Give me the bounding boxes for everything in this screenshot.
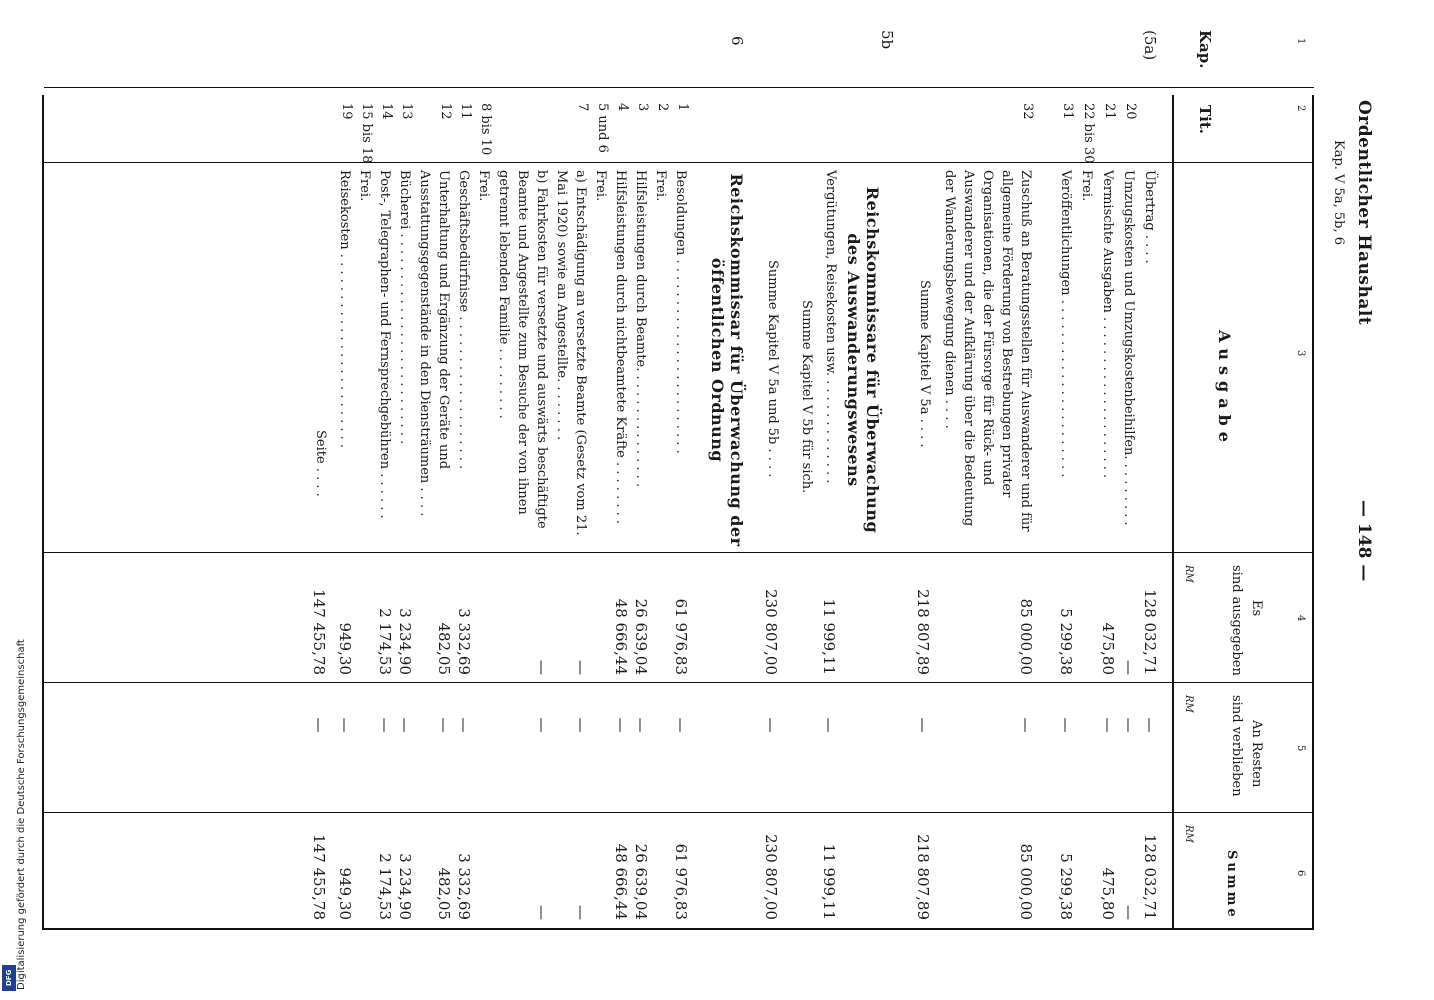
amount-remaining: — [1141, 717, 1159, 733]
header-col4-l1: Es [1249, 600, 1264, 617]
tit-number: 19 [339, 103, 354, 120]
table-right-rule [44, 928, 1314, 930]
item-text: Besoldungen . . . . . . . . . . . . . . . . . . . . . . . . [673, 170, 688, 454]
amount-spent: 48 666,44 [612, 598, 630, 675]
amount-total: — [572, 905, 590, 920]
tit-number: 13 [399, 103, 414, 120]
item-text: Unterhaltung und Ergänzung der Geräte und Ausstattungsgegenstände in den Diensträumen . . . . [417, 170, 451, 517]
item-text: Hilfsleistungen durch nichtbeamtete Kräfte . . . . . . . . [613, 170, 628, 524]
seite-text: Seite . . . . [313, 430, 328, 497]
tit-number: 32 [1020, 103, 1035, 120]
amount-total: 2 174,53 [376, 853, 394, 920]
header-kap: Kap. [1196, 30, 1214, 69]
tit-number: 4 [615, 103, 630, 112]
amount-spent: 218 807,89 [914, 589, 932, 675]
amount-remaining: — [1120, 717, 1138, 733]
amount-spent: 949,30 [336, 622, 354, 675]
amount-remaining: — [612, 717, 630, 733]
kap-label: (5a) [1141, 30, 1159, 61]
amount-remaining: — [310, 717, 328, 733]
tit-number: 7 [575, 103, 590, 112]
amount-total: 3 234,90 [396, 853, 414, 920]
tit-number: 31 [1060, 103, 1075, 120]
tit-number: 14 [379, 103, 394, 120]
tit-number: 3 [635, 103, 650, 112]
item-text: Bücherei . . . . . . . . . . . . . . . . . . . . . . . . . . [397, 170, 412, 445]
amount-remaining: — [632, 717, 650, 733]
amount-remaining: — [455, 717, 473, 733]
amount-remaining: — [435, 717, 453, 733]
amount-spent: — [1120, 660, 1138, 675]
amount-remaining: — [672, 717, 690, 733]
header-col5-l2: sind verblieben [1229, 695, 1244, 797]
tit-number: 15 bis 18 [359, 103, 374, 164]
amount-total: 11 999,11 [820, 843, 838, 920]
item-text: Übertrag . . . . [1142, 170, 1157, 264]
item-text: Frei. [476, 170, 491, 202]
amount-remaining: — [820, 717, 838, 733]
amount-remaining: — [376, 717, 394, 733]
amount-remaining: — [533, 717, 551, 733]
header-col5-l1: An Resten [1249, 720, 1264, 788]
item-text: Frei. [1079, 170, 1094, 202]
column-number: 3 [1295, 350, 1306, 357]
item-text: Frei. [653, 170, 668, 202]
item-text: Reisekosten . . . . . . . . . . . . . . . . . . . . . . . . [337, 170, 352, 449]
amount-spent: 230 807,00 [762, 589, 780, 675]
page-number: — 148 — [1354, 500, 1374, 582]
sum-5ab-text: Summe Kapitel V 5a und 5b . . . . [765, 260, 780, 478]
credit-strip [0, 0, 27, 1000]
header-bottom-rule [1172, 95, 1174, 930]
document-title: Ordentlicher Haushalt [1354, 100, 1374, 326]
unit-label: RM [1183, 565, 1194, 583]
amount-remaining: — [1099, 717, 1117, 733]
sum-5a-text: Summe Kapitel V 5a . . . . [917, 280, 932, 448]
item-text: b) Fahrkosten für versetzte und auswärts beschäftigte Beamte und Angestellte zum Besuche der von ihnen getrennt lebenden Familie . . . . . . . . . [496, 170, 549, 529]
table-bottom-rule [42, 95, 44, 930]
column-number: 1 [1295, 38, 1306, 45]
item-text: Veröffentlichungen . . . . . . . . . . . . . . . . . . . . . . [1058, 170, 1073, 478]
tit-number: 21 [1102, 103, 1117, 120]
unit-label: RM [1183, 825, 1194, 843]
amount-total: 26 639,04 [632, 843, 650, 920]
tit-number: 2 [655, 103, 670, 112]
amount-total: 147 455,78 [310, 834, 328, 920]
tit-number: 5 und 6 [595, 103, 610, 153]
amount-total: 85 000,00 [1017, 843, 1035, 920]
tit-number: 11 [458, 103, 473, 120]
column-number: 5 [1295, 745, 1306, 752]
column-number: 2 [1295, 105, 1306, 112]
header-tit: Tit. [1196, 105, 1214, 135]
item-text: Umzugskosten und Umzugskostenbeihilfen. . . . . . . . . [1121, 170, 1136, 526]
amount-total: 48 666,44 [612, 843, 630, 920]
amount-spent: 475,80 [1099, 622, 1117, 675]
amount-total: 949,30 [336, 867, 354, 920]
column-rule-c5 [44, 682, 1314, 683]
amount-total: — [1120, 905, 1138, 920]
section-5b-title: Reichskommissare für Überwachung des Auswanderungswesens [844, 186, 882, 534]
amount-total: 230 807,00 [762, 834, 780, 920]
amount-total: 61 976,83 [672, 843, 690, 920]
amount-remaining: — [914, 717, 932, 733]
header-col6: Summe [1224, 850, 1239, 920]
item-text: Zuschuß an Beratungsstellen für Auswanderer und für allgemeine Förderung von Bestrebungen privater Organisationen, die der Fürsorge für Rück- und Auswanderer und der Aufklärung über die Bedeutung der Wanderungsbewegung dienen . . . . [942, 170, 1033, 532]
credit-text: Digitalisierung gefördert durch die Deutsche Forschungsgemeinschaft [16, 639, 27, 990]
amount-remaining: — [336, 717, 354, 733]
column-rule-txt [44, 162, 1314, 163]
column-number: 6 [1295, 870, 1306, 877]
amount-total: 5 299,38 [1057, 853, 1075, 920]
amount-spent: 3 332,69 [455, 608, 473, 675]
header-ausgabe: Ausgabe [1215, 330, 1234, 448]
amount-total: 218 807,89 [914, 834, 932, 920]
amount-total: — [533, 905, 551, 920]
item-text: Post-, Telegraphen- und Fernsprechgebühren . . . . . . [377, 170, 392, 519]
amount-spent: 11 999,11 [820, 598, 838, 675]
column-rule-tit [44, 87, 1314, 88]
tit-number: 8 bis 10 [478, 103, 493, 156]
amount-spent: 26 639,04 [632, 598, 650, 675]
tit-number: 1 [675, 103, 690, 112]
item-text: Geschäftsbedürfnisse . . . . . . . . . . . . . . . . . . . [456, 170, 471, 470]
tit-number: 12 [438, 103, 453, 120]
kap-5b: 5b [878, 30, 896, 50]
header-col4-l2: sind ausgegeben [1229, 565, 1244, 676]
row-5b-text: Vergütungen, Reisekosten usw. . . . . . . . . . . . . . [823, 170, 838, 484]
tit-number: 20 [1123, 103, 1138, 120]
amount-spent: 61 976,83 [672, 598, 690, 675]
amount-spent: 2 174,53 [376, 608, 394, 675]
kap-6: 6 [728, 36, 746, 46]
dfg-logo: DFG [2, 965, 16, 991]
amount-total: 482,05 [435, 867, 453, 920]
amount-spent: — [572, 660, 590, 675]
amount-spent: 85 000,00 [1017, 598, 1035, 675]
unit-label: RM [1183, 695, 1194, 713]
amount-remaining: — [762, 717, 780, 733]
table-top-rule [1312, 95, 1314, 930]
amount-remaining: — [1057, 717, 1075, 733]
item-text: Frei. [357, 170, 372, 202]
amount-total: 475,80 [1099, 867, 1117, 920]
tit-number: 22 bis 30 [1081, 103, 1096, 164]
column-number: 4 [1295, 615, 1306, 622]
amount-remaining: — [1017, 717, 1035, 733]
column-rule-c4 [44, 552, 1314, 553]
amount-spent: 482,05 [435, 622, 453, 675]
amount-spent: 3 234,90 [396, 608, 414, 675]
amount-spent: 147 455,78 [310, 589, 328, 675]
amount-remaining: — [572, 717, 590, 733]
amount-spent: 5 299,38 [1057, 608, 1075, 675]
amount-spent: — [533, 660, 551, 675]
sum-5b-text: Summe Kapitel V 5b für sich. [799, 300, 814, 494]
section-6-title: Reichskommissar für Überwachung der öffentlichen Ordnung [708, 173, 746, 547]
amount-spent: 128 032,71 [1141, 589, 1159, 675]
item-text: Hilfsleistungen durch Beamte. . . . . . . . . . . . . . . [633, 170, 648, 488]
item-text: Frei. [593, 170, 608, 202]
document-subtitle: Kap. V 5a, 5b, 6 [1331, 140, 1346, 245]
column-rule-c6 [44, 812, 1314, 813]
amount-total: 128 032,71 [1141, 834, 1159, 920]
item-text: Vermischte Ausgaben . . . . . . . . . . . . . . . . . . . . [1100, 170, 1115, 479]
item-text: a) Entschädigung an versetzte Beamte (Gesetz vom 21. Mai 1920) sowie an Angestellte. . . . . . . . [554, 170, 588, 536]
amount-remaining: — [396, 717, 414, 733]
amount-total: 3 332,69 [455, 853, 473, 920]
